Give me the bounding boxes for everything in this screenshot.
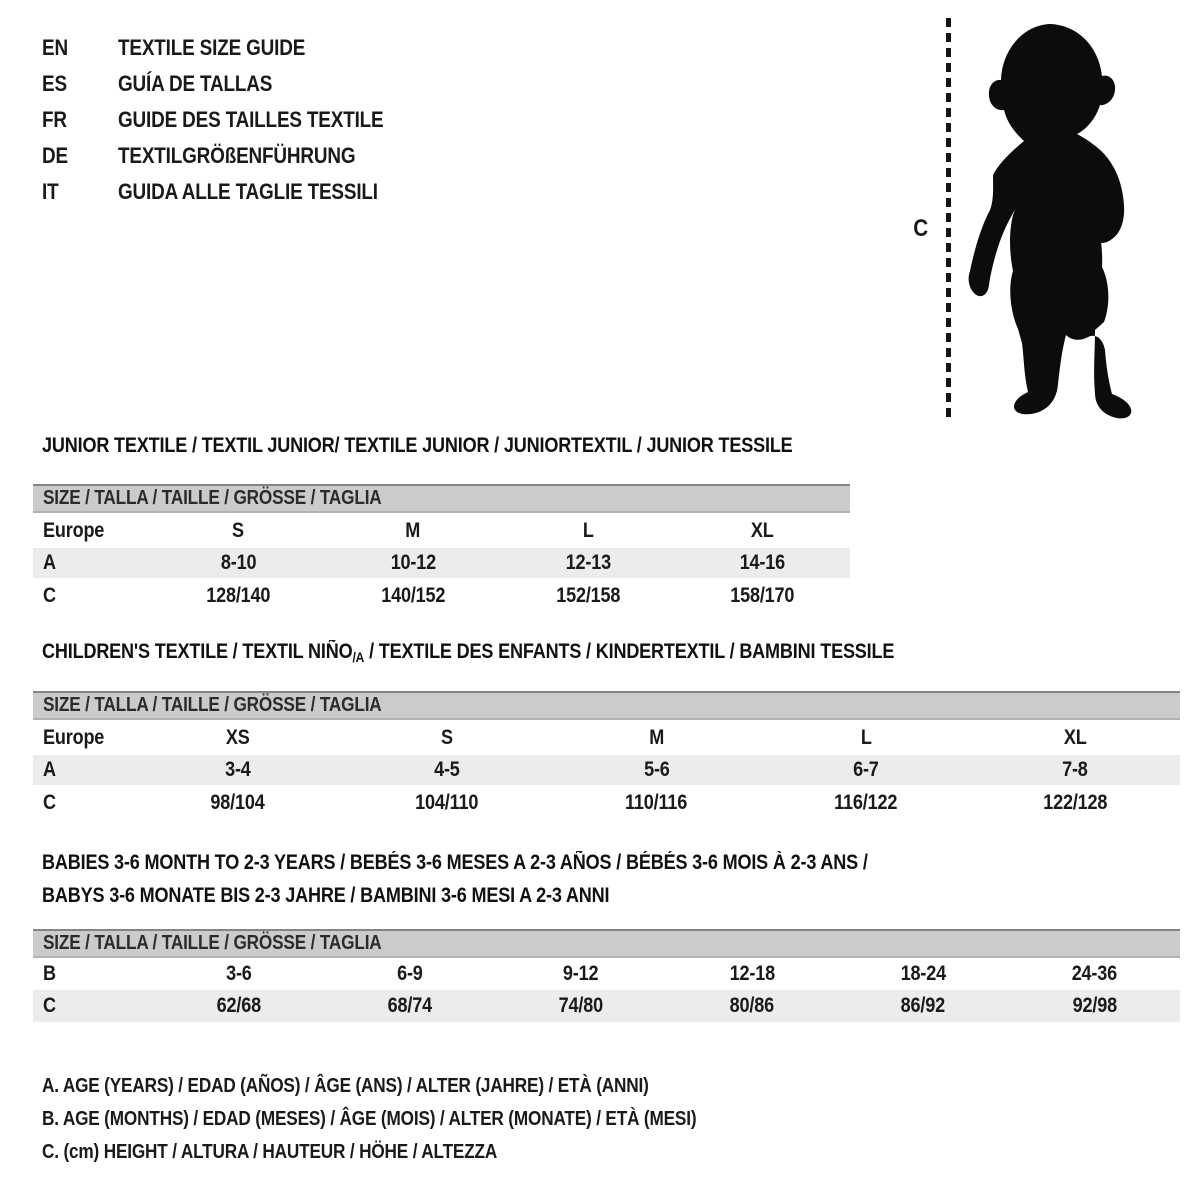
footnote-a: A. AGE (YEARS) / EDAD (AÑOS) / ÂGE (ANS) / ALTER (JAHRE) / ETÀ (ANNI): [42, 1075, 649, 1097]
row-label: B: [43, 962, 56, 985]
language-row-it: [42, 174, 427, 210]
children-section-title: [42, 640, 1033, 665]
cell-value: 3-4: [224, 758, 251, 781]
children-section-title-text: CHILDREN'S TEXTILE / TEXTIL $NIÑO_{/A}$ / TEXTILE DES ENFANTS / KINDERTEXTIL / BAMBINI TESSILE: [42, 640, 895, 665]
footnote-b: B. AGE (MONTHS) / EDAD (MESES) / ÂGE (MOIS) / ALTER (MONATE) / ETÀ (MESI): [42, 1108, 697, 1130]
table-row: [33, 513, 850, 548]
babies-section-title-line2: BABYS 3-6 MONATE BIS 2-3 JAHRE / BAMBINI 3-6 MESI A 2-3 ANNI: [42, 884, 610, 907]
language-title: TEXTILE SIZE GUIDE: [118, 35, 306, 60]
footnotes: [42, 1070, 803, 1169]
language-title: GUIDE DES TAILLES TEXTILE: [118, 107, 384, 132]
language-code: IT: [42, 179, 59, 204]
language-code: ES: [42, 71, 67, 96]
table-row: [33, 958, 1180, 990]
cell-value: 5-6: [643, 758, 670, 781]
cell-value: XS: [225, 725, 250, 749]
children-size-table: [33, 691, 1180, 820]
cell-value: 158/170: [730, 583, 795, 607]
language-row-fr: [42, 102, 427, 138]
language-code: EN: [42, 35, 68, 60]
language-title: TEXTILGRÖßENFÜHRUNG: [118, 143, 356, 168]
language-title: GUÍA DE TALLAS: [118, 71, 273, 96]
cell-value: 14-16: [739, 551, 786, 574]
row-label: C: [43, 583, 56, 607]
cell-value: M: [649, 725, 664, 749]
table-row: [33, 578, 850, 613]
row-label: Europe: [43, 725, 105, 749]
cell-value: 74/80: [558, 994, 604, 1017]
height-measure-line: [946, 18, 951, 418]
cell-value: 6-9: [396, 962, 423, 985]
babies-section-title: [42, 851, 1002, 917]
cell-value: 104/110: [415, 790, 479, 814]
language-row-de: [42, 138, 427, 174]
children-size-header-bar: [33, 691, 1180, 720]
size-header-text: SIZE / TALLA / TAILLE / GRÖSSE / TAGLIA: [43, 487, 382, 509]
table-row: [33, 548, 850, 578]
babies-size-header-bar: [33, 929, 1180, 958]
language-code: DE: [42, 143, 68, 168]
cell-value: 68/74: [387, 994, 432, 1017]
cell-value: S: [441, 725, 454, 749]
cell-value: 122/128: [1043, 790, 1108, 814]
cell-value: 92/98: [1072, 994, 1117, 1017]
row-label: Europe: [43, 518, 105, 542]
table-row: [33, 755, 1180, 785]
babies-size-table: [33, 929, 1180, 1022]
cell-value: 4-5: [434, 758, 460, 781]
cell-value: 3-6: [225, 962, 252, 985]
cell-value: 12-18: [729, 962, 775, 985]
cell-value: 10-12: [390, 551, 436, 574]
language-title: GUIDA ALLE TAGLIE TESSILI: [118, 179, 378, 204]
cell-value: 86/92: [901, 994, 946, 1017]
height-measure-label: C: [913, 215, 928, 242]
cell-value: 128/140: [206, 583, 271, 607]
language-row-en: [42, 30, 427, 66]
cell-value: XL: [751, 518, 774, 542]
junior-section-title-text: JUNIOR TEXTILE / TEXTIL JUNIOR/ TEXTILE JUNIOR / JUNIORTEXTIL / JUNIOR TESSILE: [42, 434, 793, 457]
cell-value: 116/122: [834, 790, 898, 814]
cell-value: 110/116: [625, 790, 688, 814]
cell-value: 18-24: [900, 962, 946, 985]
cell-value: 140/152: [381, 583, 446, 607]
row-label: A: [43, 551, 56, 574]
language-code: FR: [42, 107, 67, 132]
cell-value: 9-12: [563, 962, 599, 985]
row-label: C: [43, 790, 56, 814]
language-list: [42, 30, 427, 210]
junior-size-table: [33, 484, 850, 613]
cell-value: L: [582, 518, 594, 542]
footnote-c: C. (cm) HEIGHT / ALTURA / HAUTEUR / HÖHE / ALTEZZA: [42, 1141, 498, 1163]
cell-value: 7-8: [1062, 758, 1089, 781]
babies-section-title-line1: BABIES 3-6 MONTH TO 2-3 YEARS / BEBÉS 3-6 MESES A 2-3 AÑOS / BÉBÉS 3-6 MOIS À 2-3 ANS /: [42, 851, 868, 874]
cell-value: S: [232, 518, 245, 542]
table-row: [33, 990, 1180, 1022]
row-label: A: [43, 758, 56, 781]
cell-value: M: [405, 518, 421, 542]
cell-value: 98/104: [210, 790, 265, 814]
cell-value: 80/86: [729, 994, 775, 1017]
cell-value: 62/68: [216, 994, 261, 1017]
table-row: [33, 720, 1180, 755]
cell-value: 8-10: [220, 551, 257, 574]
language-row-es: [42, 66, 427, 102]
cell-value: 24-36: [1071, 962, 1118, 985]
junior-section-title: [42, 434, 915, 458]
junior-size-header-bar: [33, 484, 850, 513]
size-header-text: SIZE / TALLA / TAILLE / GRÖSSE / TAGLIA: [43, 694, 382, 716]
table-row: [33, 785, 1180, 820]
cell-value: L: [860, 725, 872, 749]
cell-value: 6-7: [853, 758, 879, 781]
row-label: C: [43, 994, 56, 1017]
cell-value: 152/158: [555, 583, 620, 607]
cell-value: XL: [1063, 725, 1087, 749]
toddler-silhouette-icon: [962, 22, 1142, 422]
size-header-text: SIZE / TALLA / TAILLE / GRÖSSE / TAGLIA: [43, 932, 382, 954]
cell-value: 12-13: [565, 551, 611, 574]
